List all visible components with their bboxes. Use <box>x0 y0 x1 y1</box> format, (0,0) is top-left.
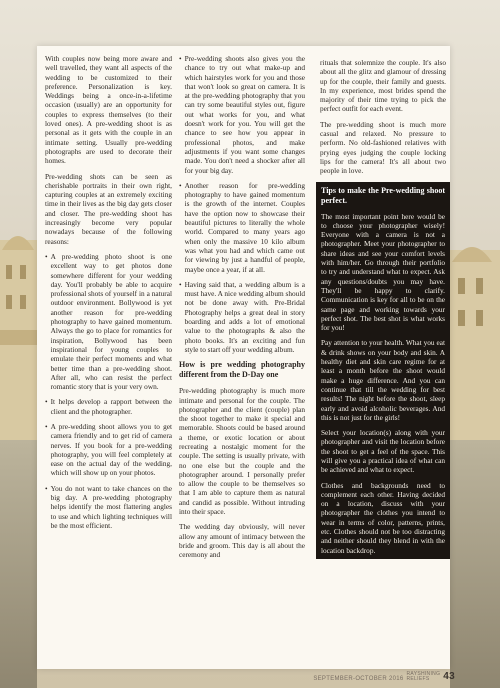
tips-paragraph: Clothes and backgrounds need to complement each other. Having decided on a location, discuss with your photographer the clothes you intend to wear in terms of color, patterns, prints, etc. Clothes should not be too distracting and neither should they blend in with the location backdrop. <box>321 480 445 555</box>
list-item-text: Another reason for pre-wedding photography to have gained momentum is the growth of the internet. Couples have the option now to showcase their beautiful pictures to literally the whole world. Compared to many years ago when only the massive 10 kilo album was what you had and which came out for viewing by just a handful of people, maybe once a year, if at all. <box>184 180 305 274</box>
list-item <box>179 280 305 354</box>
paragraph: Pre-wedding photography is much more intimate and personal for the couple. The photographer and the client (couple) plan the shoot together to make it special and memorable. Shoots could be based around a theme, or exotic location or about recreating a nostalgic moment for the couple. The setting is usually private, with no one else but the couple and the photographer around. I personally prefer to allow the couple to be themselves so that I am able to capture them as natural and candid as possible. Without intruding into their space. <box>179 386 305 517</box>
list-item-text: It helps develop a rapport between the client and the photographer. <box>50 397 172 416</box>
bullet-icon: • <box>45 421 48 431</box>
article-column-1 <box>45 54 172 536</box>
list-item <box>179 54 305 175</box>
tips-paragraph: Select your location(s) along with your photographer and visit the location before the shoot to get a feel of the space. This will give you a practical idea of what can be achieved and what to expect. <box>321 428 445 475</box>
tips-heading: Tips to make the Pre-wedding shoot perfect. <box>321 185 445 205</box>
paragraph: Pre-wedding shots can be seen as cherishable portraits in their own right, capturing couples at an extremely exciting time in their lives as the big day gets closer and closer. The pre-wedding shoot has increasingly become very popular nowadays because of the following reasons: <box>45 171 172 246</box>
list-item <box>45 252 172 391</box>
list-item <box>179 181 305 274</box>
tips-paragraph: The most important point here would be to choose your photographer wisely! Everyone with a camera is not a photographer. Meet your photographer to share ideas and see your comfort levels with him/her. Go through their portfolio to try and understand what to expect. Ask any questions/doubts you may have. They'll be happy to clarify. Communication is key for all to be on the same page and working towards your perfect shot. The best shot is what works for you! <box>321 211 445 333</box>
article-column-3 <box>320 58 446 559</box>
tips-paragraph: Pay attention to your health. What you eat & drink shows on your body and skin. A healthy diet and skin care regime for at least a month before the shoot would make a huge difference. And you can continue that till the wedding for best results! The night before the shoot, sleep early and avoid alcoholic beverages. And this is not just for the girls! <box>321 338 445 422</box>
issue-date: SEPTEMBER-OCTOBER 2016 <box>313 676 404 682</box>
page-footer <box>313 671 455 682</box>
section-heading: How is pre wedding photography different from the D-Day one <box>179 360 305 380</box>
article-page <box>37 46 450 669</box>
magazine-name <box>407 672 441 682</box>
article-column-2 <box>179 54 305 566</box>
list-item <box>45 397 172 416</box>
page-number: 43 <box>443 671 455 682</box>
bullet-icon: • <box>45 483 48 493</box>
bullet-icon: • <box>45 251 48 261</box>
palace-right-illustration <box>450 247 500 688</box>
list-item <box>45 484 172 530</box>
palace-left-illustration <box>0 236 37 688</box>
paragraph: rituals that solemnize the couple. It's also about all the glitz and glamour of dressing up for the couple, their family and guests. In my experience, most brides spend the majority of their time trying to pick the perfect outfit for each event. <box>320 58 446 114</box>
list-item-text: Pre-wedding shoots also gives you the chance to try out what make-up and which hairstyles work for you and those that won't look so great on camera. It is at the pre-wedding photography that you can try some beautiful styles out, figure out what works for you, and what doesn't work for you. You will get the chance to see how you appear in professional photos, and make adjustments if you want some changes made. You don't need a shocker after all for your big day. <box>184 54 305 175</box>
paragraph: The pre-wedding shoot is much more casual and relaxed. No pressure to perform. No old-fashioned relatives with prying eyes judging the couple locking lips for the camera! It's all about two people in love. <box>320 119 446 176</box>
list-item <box>45 422 172 478</box>
bullet-icon: • <box>179 180 182 190</box>
magazine-name-line-1: RAYSHINING <box>406 671 441 677</box>
list-item-text: Having said that, a wedding album is a must have. A nice wedding album should not be done away with. Pre-Bridal Photography helps a great deal in story boarding and adds a lot of emotional value to the photographs & also the photo books. It's an exciting and fun style to start off your wedding album. <box>184 279 305 354</box>
paragraph: The wedding day obviously, will never allow any amount of intimacy between the bride and groom. This day is all about the ceremony and <box>179 522 305 560</box>
magazine-name-line-2: RELIEFS <box>406 676 430 682</box>
list-item-text: A pre-wedding shoot allows you to get camera friendly and to get rid of camera nerves. If you book for a pre-wedding photography, you will feel completely at ease on the actual day of the wedding, which will show up on your photos. <box>50 421 172 478</box>
bullet-icon: • <box>179 279 182 289</box>
list-item-text: A pre-wedding photo shoot is one excellent way to get photos done somewhere different for your wedding day. You'll probably be able to acquire professional shots of yourself in a natural outdoor environment. Bollywood is yet another reason for pre-wedding photography to have gained momentum. Always the go to place for romantics for inspiration, Bollywood has been inspirational for young couples to emulate their perfect moments and what better time than a pre-wedding shoot. After all, who can resist the perfect romantic story that is your very own. <box>50 251 172 392</box>
bullet-icon: • <box>179 54 182 63</box>
bullet-icon: • <box>45 397 48 407</box>
tips-box <box>316 182 450 559</box>
paragraph: With couples now being more aware and well travelled, they want all aspects of the wedding to be customized to their preference. Personalization is key. Weddings being a once-in-a-lifetime occasion (usually) are an opportunity for couples to express themselves (to their loved ones). A pre-wedding shoot is as personal as it gets with the couple in an intimate setting. Usually pre-wedding photographs are used to decorate their homes. <box>45 54 172 166</box>
list-item-text: You do not want to take chances on the big day. A pre-wedding photography helps identify the most flattering angles to use and which lighting techniques will be the most efficient. <box>50 483 172 530</box>
